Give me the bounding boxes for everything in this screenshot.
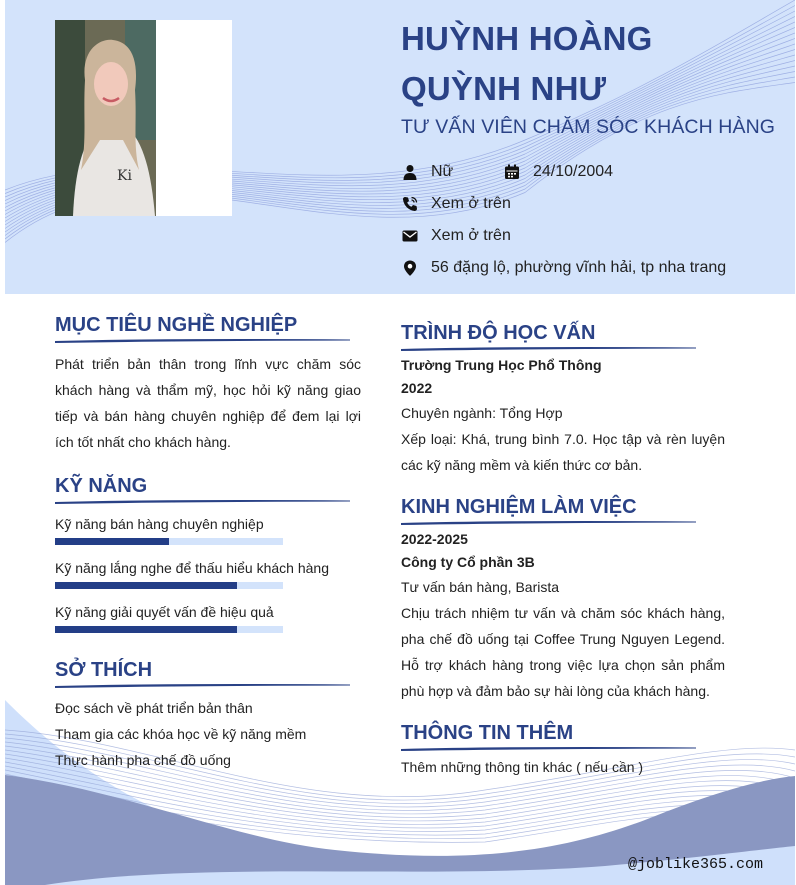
objective-text: Phát triển bản thân trong lĩnh vực chăm sóc khách hàng và thẩm mỹ, học hỏi kỹ năng giao tiếp và bán hàng chuyên nghiệp để đem lại lợi ích tốt nhất cho khách hàng. (55, 356, 361, 450)
address-value: 56 đặng lộ, phường vĩnh hải, tp nha trang (431, 259, 727, 276)
job-title: TƯ VẤN VIÊN CHĂM SÓC KHÁCH HÀNG (401, 116, 776, 138)
gender-value: Nữ (431, 163, 454, 180)
skill-bar-fill (55, 626, 237, 633)
profile-photo (55, 20, 232, 216)
education-year: 2022 (401, 380, 433, 396)
hobby-item: Tham gia các khóa học về kỹ năng mềm (55, 726, 307, 742)
watermark: @joblike365.com (628, 856, 764, 873)
experience-description: Chịu trách nhiệm tư vấn và chăm sóc khách hàng, pha chế đồ uống tại Coffee Trung Nguyen Legend. Hỗ trợ khách hàng trong việc lựa chọn sản phẩm phù hợp và đảm bảo sự hài lòng của khách hàng. (401, 605, 725, 699)
experience-period: 2022-2025 (401, 531, 468, 547)
name-line-1: HUỲNH HOÀNG (401, 20, 653, 57)
name-line-2: QUỲNH NHƯ (401, 70, 607, 107)
experience-company: Công ty Cổ phần 3B (401, 554, 535, 570)
location-icon (401, 259, 419, 277)
hobby-item: Thực hành pha chế đồ uống (55, 752, 231, 768)
skill-bar-fill (55, 582, 237, 589)
birthdate-row (503, 160, 613, 184)
phone-icon (401, 195, 419, 213)
skill-bar (55, 582, 283, 589)
extra-underline (401, 744, 696, 752)
education-major: Chuyên ngành: Tổng Hợp (401, 405, 563, 421)
email-icon (401, 227, 419, 245)
skill-label: Kỹ năng bán hàng chuyên nghiệp (55, 516, 264, 532)
skills-title: KỸ NĂNG (55, 475, 148, 497)
full-name (401, 14, 781, 114)
skills-underline (55, 497, 350, 505)
education-underline (401, 344, 696, 352)
user-icon (401, 163, 419, 181)
hobbies-underline (55, 681, 350, 689)
education-title: TRÌNH ĐỘ HỌC VẤN (401, 322, 596, 344)
hobbies-title: SỞ THÍCH (55, 659, 153, 681)
education-school: Trường Trung Học Phổ Thông (401, 357, 602, 373)
skill-label: Kỹ năng lắng nghe để thấu hiểu khách hàng (55, 560, 330, 576)
skill-label: Kỹ năng giải quyết vấn đề hiệu quả (55, 604, 274, 620)
experience-title: KINH NGHIỆM LÀM VIỆC (401, 496, 637, 518)
objective-title: MỤC TIÊU NGHỀ NGHIỆP (55, 314, 298, 336)
email-row (401, 224, 511, 248)
skill-bar-fill (55, 538, 169, 545)
experience-underline (401, 518, 696, 526)
phone-row (401, 192, 511, 216)
hobby-item: Đọc sách về phát triển bản thân (55, 700, 253, 716)
experience-role: Tư vấn bán hàng, Barista (401, 579, 560, 595)
gender-row (401, 160, 453, 184)
avatar (55, 20, 156, 216)
extra-title: THÔNG TIN THÊM (401, 722, 574, 744)
extra-text: Thêm những thông tin khác ( nếu cần ) (401, 759, 644, 775)
skill-bar (55, 538, 283, 545)
objective-underline (55, 336, 350, 344)
birthdate-value: 24/10/2004 (533, 163, 614, 180)
skill-bar (55, 626, 283, 633)
phone-value: Xem ở trên (431, 195, 511, 212)
svg-text:Ki: Ki (117, 168, 132, 184)
calendar-icon (503, 163, 521, 181)
email-value: Xem ở trên (431, 227, 511, 244)
resume-page (5, 0, 795, 885)
address-row (401, 256, 726, 280)
education-rank: Xếp loại: Khá, trung bình 7.0. Học tập và rèn luyện các kỹ năng mềm và kiến thức cơ bản. (401, 431, 725, 473)
